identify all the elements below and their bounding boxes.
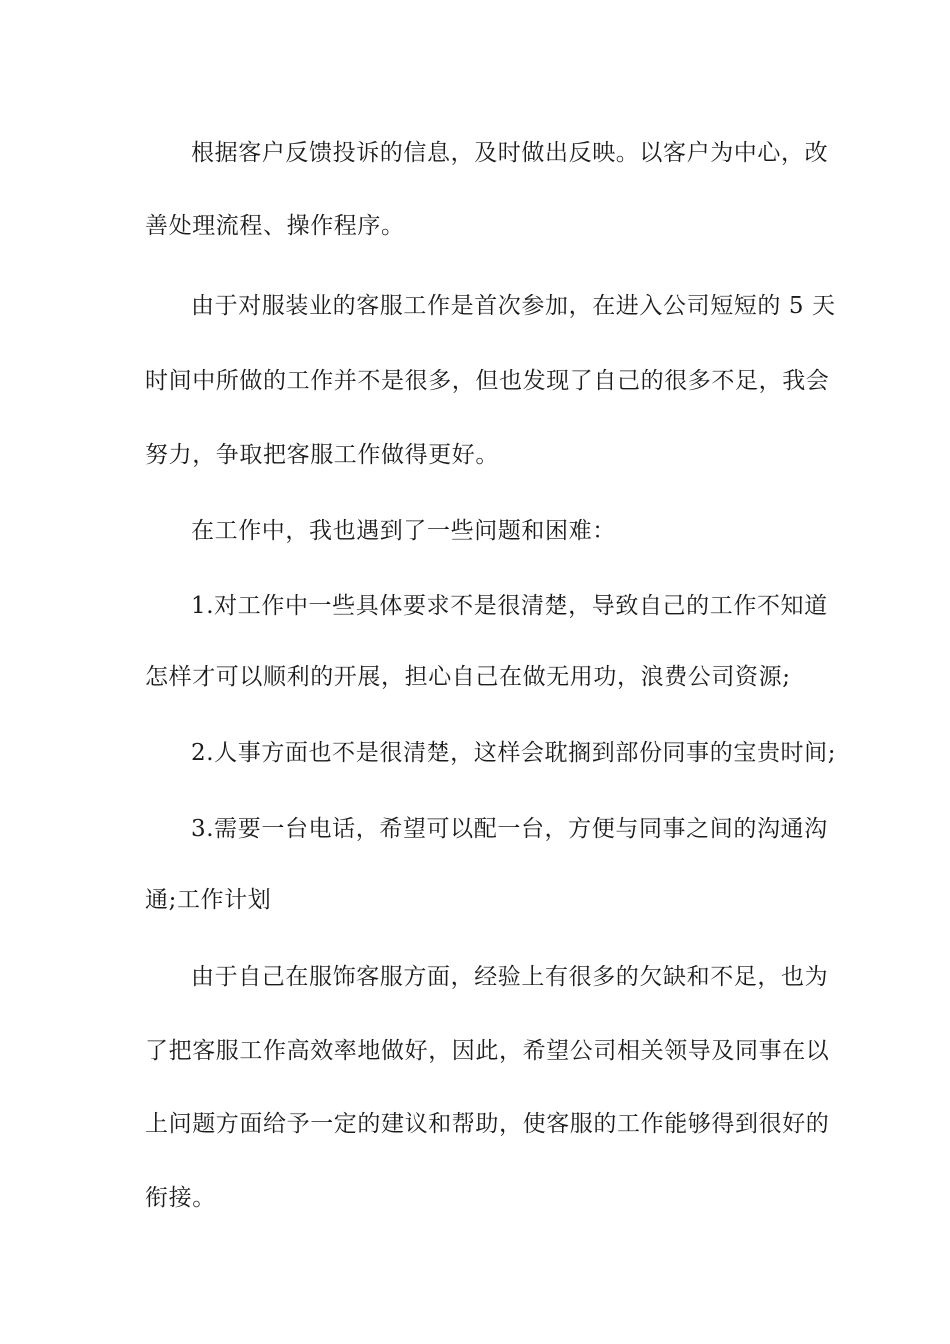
text-line: 根据客户反馈投诉的信息，及时做出反映。以客户为中心，改 xyxy=(191,140,829,166)
text-line: 努力，争取把客服工作做得更好。 xyxy=(145,442,499,468)
text-line: 怎样才可以顺利的开展，担心自己在做无用功，浪费公司资源; xyxy=(145,664,791,690)
text-line: 3.需要一台电话，希望可以配一台，方便与同事之间的沟通沟 xyxy=(191,816,828,842)
text-line: 善处理流程、操作程序。 xyxy=(145,213,405,239)
text-line: 时间中所做的工作并不是很多，但也发现了自己的很多不足，我会 xyxy=(145,368,830,394)
text-line: 2.人事方面也不是很清楚，这样会耽搁到部份同事的宝贵时间; xyxy=(191,740,837,766)
text-line: 1.对工作中一些具体要求不是很清楚，导致自己的工作不知道 xyxy=(191,593,828,619)
text-line: 通;工作计划 xyxy=(145,887,272,913)
text-line: 上问题方面给予一定的建议和帮助，使客服的工作能够得到很好的 xyxy=(145,1111,830,1137)
text-line: 衔接。 xyxy=(145,1185,216,1211)
text-line: 了把客服工作高效率地做好，因此，希望公司相关领导及同事在以 xyxy=(145,1038,830,1064)
text-line: 由于对服装业的客服工作是首次参加，在进入公司短短的 5 天 xyxy=(191,293,836,319)
text-line: 由于自己在服饰客服方面，经验上有很多的欠缺和不足，也为 xyxy=(191,964,829,990)
text-line: 在工作中，我也遇到了一些问题和困难： xyxy=(191,518,616,544)
